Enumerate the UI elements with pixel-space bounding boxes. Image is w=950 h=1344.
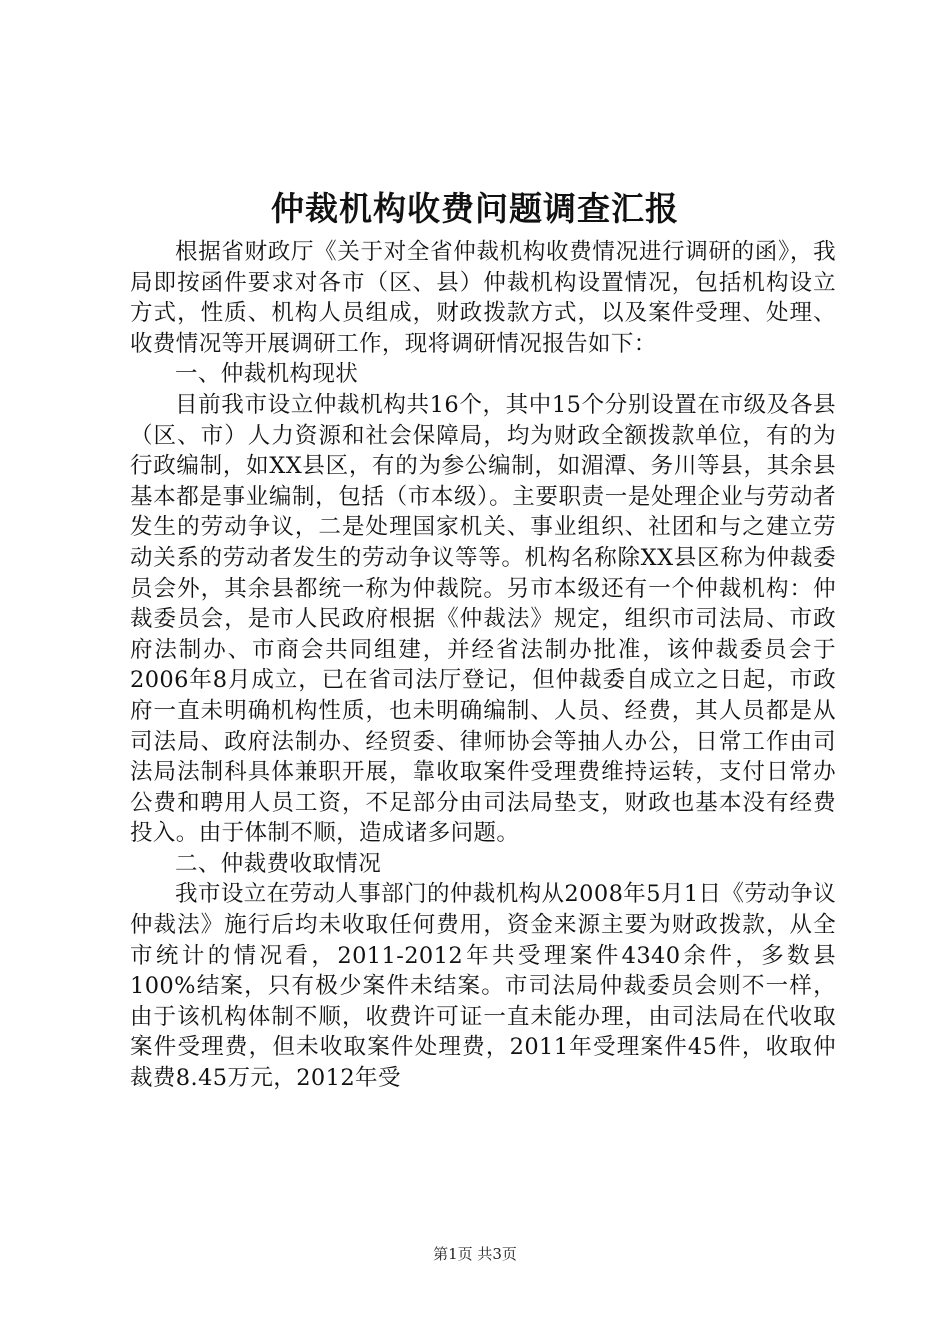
section-2-paragraph: 我市设立在劳动人事部门的仲裁机构从2008年5月1日《劳动争议仲裁法》施行后均未收取任何费用，资金来源主要为财政拨款，从全市统计的情况看，2011-2012年共受理案件4340余件，多数县100%结案，只有极少案件未结案。市司法局仲裁委员会则不一样，由于该机构体制不顺，收费许可证一直未能办理，由司法局在代收取案件受理费，但未收取案件处理费，2011年受理案件45件，收取仲裁费8.45万元，2012年受 — [130, 881, 836, 1092]
section-heading-1: 一、仲裁机构现状 — [175, 361, 359, 388]
intro-paragraph: 根据省财政厅《关于对全省仲裁机构收费情况进行调研的函》，我局即按函件要求对各市（区、县）仲裁机构设置情况，包括机构设立方式，性质、机构人员组成，财政拨款方式，以及案件受理、处理、收费情况等开展调研工作，现将调研情况报告如下： — [130, 239, 836, 357]
document-title: 仲裁机构收费问题调查汇报 — [271, 189, 679, 228]
document-body — [130, 237, 836, 1094]
section-1-paragraph: 目前我市设立仲裁机构共16个，其中15个分别设置在市级及各县（区、市）人力资源和社会保障局，均为财政全额拨款单位，有的为行政编制，如XX县区，有的为参公编制，如湄潭、务川等县，其余县基本都是事业编制，包括（市本级）。主要职责一是处理企业与劳动者发生的劳动争议，二是处理国家机关、事业组织、社团和与之建立劳动关系的劳动者发生的劳动争议等等。机构名称除XX县区称为仲裁委员会外，其余县都统一称为仲裁院。另市本级还有一个仲裁机构：仲裁委员会，是市人民政府根据《仲裁法》规定，组织市司法局、市政府法制办、市商会共同组建，并经省法制办批准，该仲裁委员会于2006年8月成立，已在省司法厅登记，但仲裁委自成立之日起，市政府一直未明确机构性质，也未明确编制、人员、经费，其人员都是从司法局、政府法制办、经贸委、律师协会等抽人办公，日常工作由司法局法制科具体兼职开展，靠收取案件受理费维持运转，支付日常办公费和聘用人员工资，不足部分由司法局垫支，财政也基本没有经费投入。由于体制不顺，造成诸多问题。 — [130, 391, 836, 847]
page-footer: 第1页 共3页 — [433, 1245, 517, 1263]
section-heading-2: 二、仲裁费收取情况 — [175, 850, 382, 877]
